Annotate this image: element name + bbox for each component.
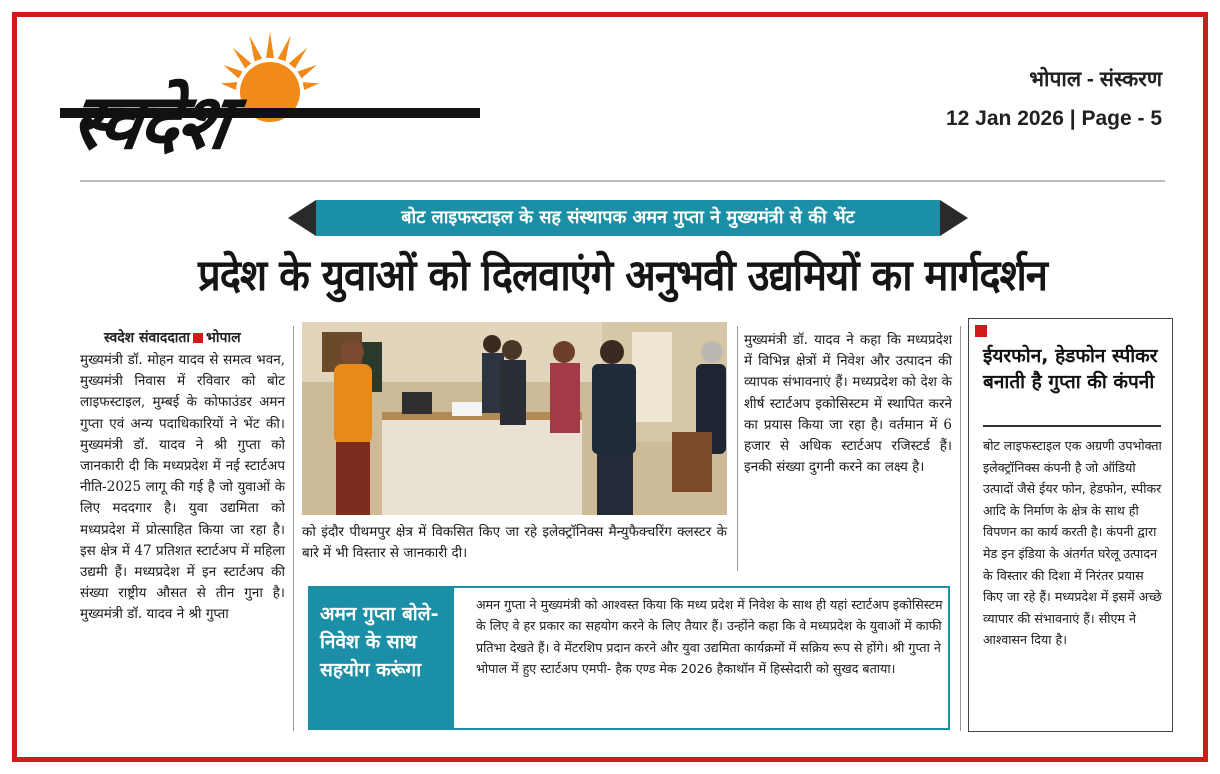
article-column-1: मुख्यमंत्री डॉ. मोहन यादव से समत्व भवन, मुख्यमंत्री निवास में रविवार को बोट लाइफस्टाइल, मुम्बई के कोफाउंडर अमन गुप्ता एवं अन्य पदाधिकारियों ने भेंट की। मुख्यमंत्री डॉ. यादव ने श्री गुप्ता को जानकारी दी कि मध्यप्रदेश में नई स्टार्टअप नीति-2025 लागू की गई है जो युवाओं के लिए मददगार है। युवा उद्यमिता को मध्यप्रदेश में प्रोत्साहित किया जा रहा है। इस क्षेत्र में 47 प्रतिशत स्टार्टअप में महिला उद्यमी हैं। मध्यप्रदेश में इन स्टार्टअप की संख्या राष्ट्रीय औसत से तीन गुना है। मुख्यमंत्री डॉ. यादव ने श्री गुप्ता [80, 352, 285, 623]
edition-name: भोपाल - संस्करण [1029, 68, 1162, 91]
sidebar-title: ईयरफोन, हेडफोन स्पीकर बनाती है गुप्ता की कंपनी [983, 345, 1158, 393]
byline [104, 328, 241, 347]
logo-wordmark: स्वदेश [65, 77, 235, 166]
masthead-logo [60, 22, 480, 170]
edition-info [946, 66, 1162, 134]
meeting-photo [302, 322, 727, 515]
kicker-band [288, 200, 968, 236]
kicker-left-arrow-icon [288, 200, 316, 236]
quote-box [308, 586, 950, 730]
edition-date-page: 12 Jan 2026 | Page - 5 [945, 107, 1162, 130]
column-divider [737, 326, 738, 571]
meeting-photo-illustration [302, 322, 727, 515]
quote-text: अमन गुप्ता ने मुख्यमंत्री को आश्वस्त किया कि मध्य प्रदेश में निवेश के साथ ही यहां स्टार्टअप इकोसिस्टम के लिए वे हर प्रकार का सहयोग करने के लिए तैयार हैं। उन्होंने कहा कि वे मध्यप्रदेश के युवाओं में काफी प्रतिभा देखते हैं। वे मेंटरशिप प्रदान करने और युवा उद्यमिता कार्यक्रमों में सक्रिय रूप से होंगे। श्री गुप्ता ने भोपाल में हुए स्टार्टअप एमपी- हैक एण्ड मेक 2026 हैकाथॉन में हिस्सेदारी को सुखद बताया। [476, 597, 943, 677]
kicker-text: बोट लाइफस्टाइल के सह संस्थापक अमन गुप्ता ने मुख्यमंत्री से की भेंट [316, 200, 940, 236]
quote-title: अमन गुप्ता बोले- निवेश के साथ सहयोग करूंगा [310, 588, 454, 728]
byline-city: भोपाल [206, 330, 241, 346]
article-column-3: मुख्यमंत्री डॉ. यादव ने कहा कि मध्यप्रदेश में विभिन्न क्षेत्रों में निवेश और उत्पादन की व्यापक संभावनाएं हैं। मध्यप्रदेश को देश के शीर्ष स्टार्टअप इकोसिस्टम में स्थापित करने का प्रयास किया जा रहा है। वर्तमान में 6 हजार से अधिक स्टार्टअप रजिस्टर्ड हैं। इनकी संख्या दुगनी करने का लक्ष्य है। [744, 332, 952, 476]
red-square-icon [193, 333, 203, 343]
byline-source: स्वदेश संवाददाता [104, 330, 191, 346]
column-divider [293, 326, 294, 731]
kicker-right-arrow-icon [940, 200, 968, 236]
main-headline: प्रदेश के युवाओं को दिलवाएंगे अनुभवी उद्यमियों का मार्गदर्शन [197, 251, 1047, 301]
sidebar-divider [983, 425, 1161, 427]
sidebar-body: बोट लाइफस्टाइल एक अग्रणी उपभोक्ता इलेक्ट्रॉनिक्स कंपनी है जो ऑडियो उत्पादों जैसे ईयर फोन, हेडफोन, स्पीकर आदि के निर्माण के क्षेत्र के साथ ही विपणन का कार्य करती है। कंपनी द्वारा मेड इन इंडिया के अंतर्गत घरेलू उत्पादन के विस्तार की दिशा में निरंतर प्रयास किए जा रहे हैं। मध्यप्रदेश में इसमें अच्छे व्यापार की संभावनाएं हैं। सीएम ने आश्वासन दिया है। [983, 438, 1162, 648]
photo-caption-text: को इंदौर पीथमपुर क्षेत्र में विकसित किए जा रहे इलेक्ट्रॉनिक्स मैन्युफैक्चरिंग क्लस्टर के बारे में भी विस्तार से जानकारी दी। [302, 524, 727, 562]
sidebar-box [968, 318, 1173, 732]
column-divider [960, 326, 961, 731]
red-square-icon [975, 325, 987, 337]
header-divider [80, 180, 1165, 182]
